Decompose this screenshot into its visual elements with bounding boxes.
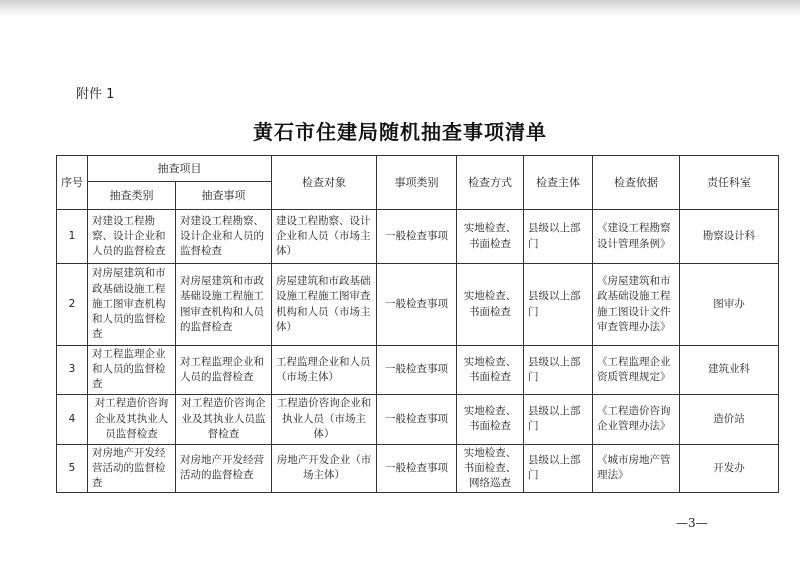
row-basis: 《建设工程勘察设计管理条例》	[593, 210, 680, 264]
page-number: —3—	[676, 516, 708, 530]
row-matter: 对工程监理企业和人员的监督检查	[176, 346, 272, 395]
row-basis: 《工程监理企业资质管理规定》	[593, 346, 680, 395]
row-object: 工程造价咨询企业和执业人员（市场主体）	[272, 394, 377, 444]
row-category: 对工程监理企业和人员的监督检查	[88, 346, 176, 395]
scan-edge-shade	[0, 0, 800, 18]
row-object: 工程监理企业和人员（市场主体）	[272, 346, 377, 395]
row-dept: 勘察设计科	[680, 210, 779, 264]
row-method: 实地检查、书面检查、网络巡查	[457, 444, 524, 493]
row-dept: 开发办	[680, 444, 779, 493]
row-dept: 图审办	[680, 264, 779, 346]
row-object: 房屋建筑和市政基础设施工程施工图审查机构和人员（市场主体）	[272, 264, 377, 346]
row-matter: 对房屋建筑和市政基础设施工程施工图审查机构和人员的监督检查	[176, 264, 272, 346]
row-method: 实地检查、书面检查	[457, 394, 524, 444]
row-seq: 2	[57, 264, 88, 346]
row-basis: 《房屋建筑和市政基础设施工程施工图设计文件审查管理办法》	[593, 264, 680, 346]
col-check-category: 抽查类别	[88, 182, 176, 210]
row-dept: 造价站	[680, 394, 779, 444]
page-title: 黄石市住建局随机抽查事项清单	[253, 120, 547, 144]
table-row	[57, 444, 779, 493]
row-category: 对房屋建筑和市政基础设施工程施工图审查机构和人员的监督检查	[88, 264, 176, 346]
row-subject: 县级以上部门	[524, 264, 593, 346]
row-category: 对工程造价咨询企业及其执业人员监督检查	[88, 394, 176, 444]
col-seq: 序号	[57, 156, 88, 210]
table-row	[57, 210, 779, 264]
row-type: 一般检查事项	[377, 346, 457, 395]
row-seq: 3	[57, 346, 88, 395]
header-row-1	[57, 156, 779, 182]
row-method: 实地检查、书面检查	[457, 210, 524, 264]
row-subject: 县级以上部门	[524, 210, 593, 264]
row-type: 一般检查事项	[377, 394, 457, 444]
row-category: 对建设工程勘察、设计企业和人员的监督检查	[88, 210, 176, 264]
row-matter: 对房地产开发经营活动的监督检查	[176, 444, 272, 493]
col-check-matter: 抽查事项	[176, 182, 272, 210]
row-type: 一般检查事项	[377, 444, 457, 493]
row-method: 实地检查、书面检查	[457, 346, 524, 395]
row-dept: 建筑业科	[680, 346, 779, 395]
table-row	[57, 346, 779, 395]
row-subject: 县级以上部门	[524, 346, 593, 395]
row-matter: 对工程造价咨询企业及其执业人员监督检查	[176, 394, 272, 444]
table-row	[57, 394, 779, 444]
row-type: 一般检查事项	[377, 210, 457, 264]
row-category: 对房地产开发经营活动的监督检查	[88, 444, 176, 493]
row-method: 实地检查、书面检查	[457, 264, 524, 346]
row-seq: 1	[57, 210, 88, 264]
row-seq: 5	[57, 444, 88, 493]
col-object: 检查对象	[272, 156, 377, 210]
inspection-table	[56, 155, 779, 493]
col-dept: 责任科室	[680, 156, 779, 210]
col-type: 事项类别	[377, 156, 457, 210]
row-subject: 县级以上部门	[524, 394, 593, 444]
col-subject: 检查主体	[524, 156, 593, 210]
row-object: 建设工程勘察、设计企业和人员（市场主体）	[272, 210, 377, 264]
col-method: 检查方式	[457, 156, 524, 210]
col-basis: 检查依据	[593, 156, 680, 210]
row-matter: 对建设工程勘察、设计企业和人员的监督检查	[176, 210, 272, 264]
table-row	[57, 264, 779, 346]
row-subject: 县级以上部门	[524, 444, 593, 493]
row-basis: 《城市房地产管理法》	[593, 444, 680, 493]
col-check-item: 抽查项目	[88, 156, 272, 182]
row-type: 一般检查事项	[377, 264, 457, 346]
row-seq: 4	[57, 394, 88, 444]
row-object: 房地产开发企业（市场主体）	[272, 444, 377, 493]
attachment-label: 附件 1	[76, 87, 115, 102]
row-basis: 《工程造价咨询企业管理办法》	[593, 394, 680, 444]
